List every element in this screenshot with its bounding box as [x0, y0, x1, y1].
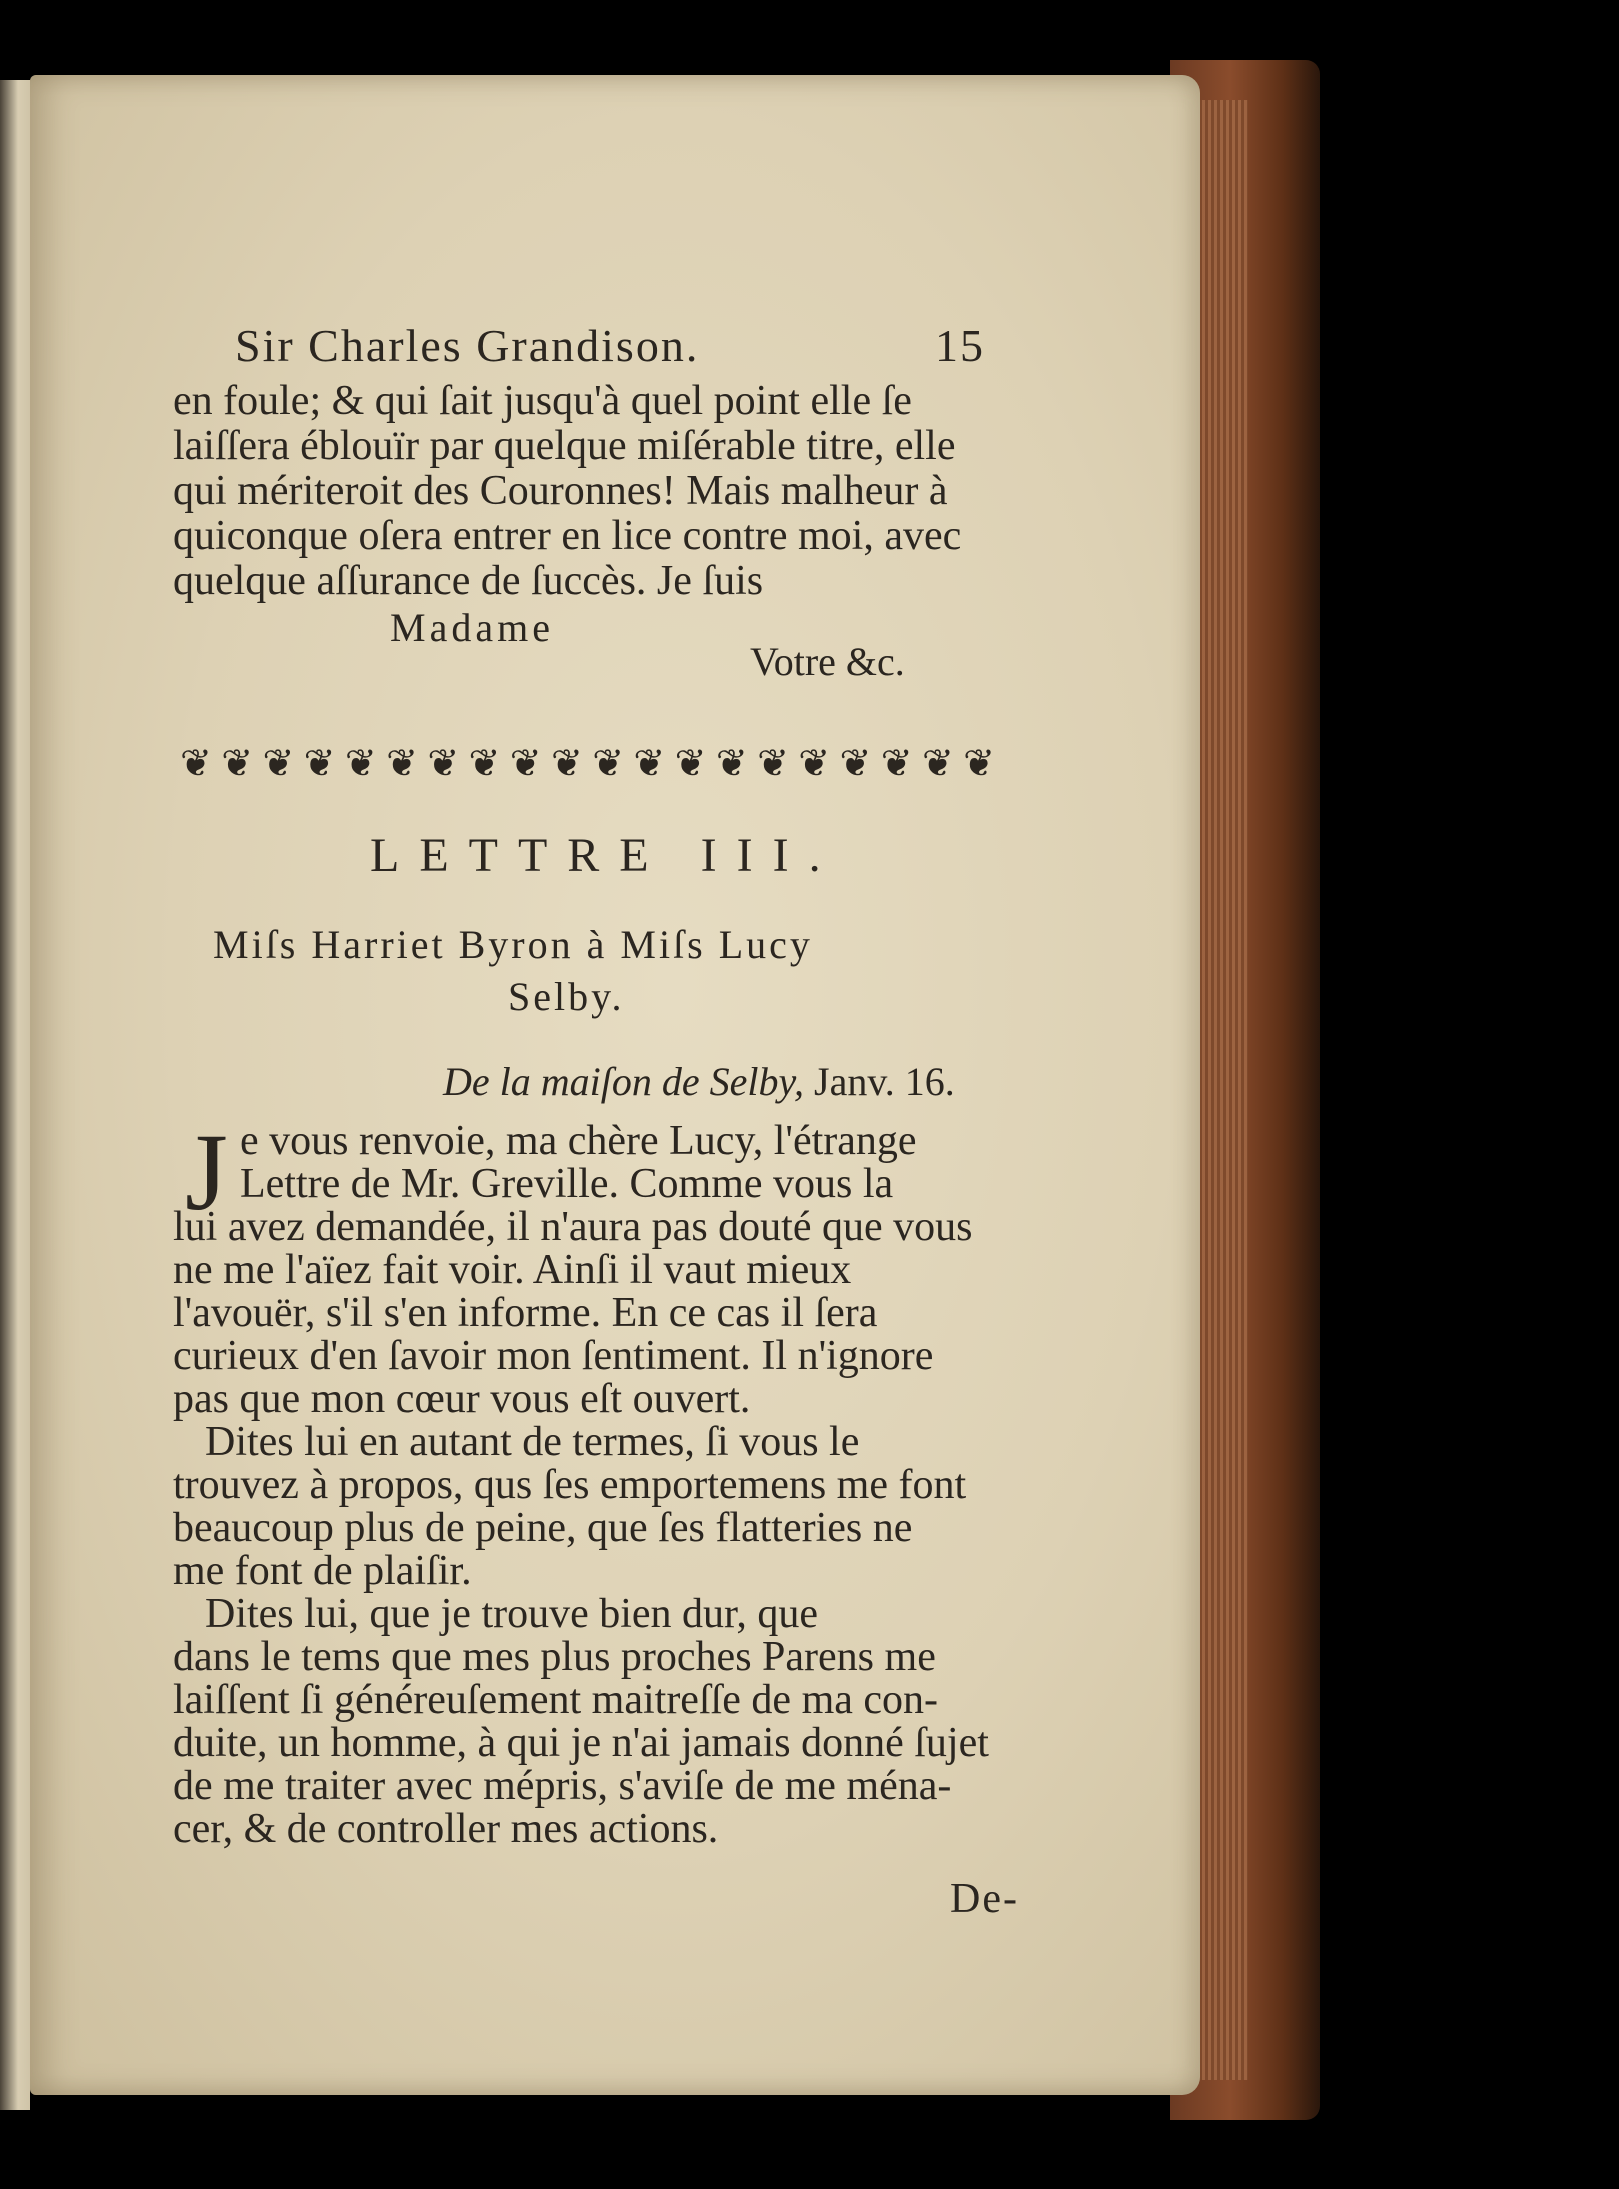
paragraph2-line: trouvez à propos, qus ſes emportemens me font	[173, 1462, 967, 1508]
continuation-line: quelque aſſurance de ſuccès. Je ſuis	[173, 558, 764, 604]
paragraph2-line: me font de plaiſir.	[173, 1548, 472, 1594]
dateline-date: Janv. 16.	[814, 1059, 955, 1104]
fleuron-icon: ❦	[550, 741, 583, 785]
page-number: 15	[935, 320, 985, 371]
paragraph1-line: Lettre de Mr. Greville. Comme vous la	[240, 1161, 894, 1207]
running-head-title: Sir Charles Grandison.	[235, 320, 700, 371]
fleuron-icon: ❦	[757, 741, 789, 785]
continuation-line: qui mériteroit des Couronnes! Mais malheur à	[173, 468, 948, 514]
fleuron-icon: ❦	[221, 741, 254, 785]
continuation-line: quiconque oſera entrer en lice contre moi, avec	[173, 513, 962, 559]
fleuron-icon: ❦	[715, 741, 748, 785]
paragraph1-line: e vous renvoie, ma chère Lucy, l'étrange	[240, 1118, 917, 1164]
paragraph2-line: beaucoup plus de peine, que ſes flatteries ne	[173, 1505, 913, 1551]
paragraph1-line: l'avouër, s'il s'en informe. En ce cas il ſera	[173, 1290, 878, 1336]
ornament-band	[180, 737, 995, 789]
paragraph1-line: curieux d'en ſavoir mon ſentiment. Il n'ignore	[173, 1333, 934, 1379]
running-head	[235, 320, 985, 371]
fleuron-icon: ❦	[592, 741, 625, 785]
previous-page-edge	[0, 80, 30, 2110]
fleuron-icon: ❦	[798, 741, 831, 785]
dateline-place: De la maiſon de Selby,	[443, 1059, 805, 1104]
fleuron-icon: ❦	[303, 741, 336, 785]
paragraph3-line: de me traiter avec mépris, s'aviſe de me ména-	[173, 1763, 952, 1809]
fleuron-icon: ❦	[386, 741, 418, 785]
fleuron-icon: ❦	[963, 741, 995, 785]
signature-closing: Votre &c.	[750, 639, 905, 684]
paragraph1-line: pas que mon cœur vous eſt ouvert.	[173, 1376, 751, 1422]
paragraph3-line: laiſſent ſi généreuſement maitreſſe de ma con-	[173, 1677, 939, 1723]
fleuron-icon: ❦	[344, 741, 377, 785]
letter-dateline	[443, 1059, 955, 1104]
signature-salutation: Madame	[390, 605, 554, 650]
paragraph1-line: ne me l'aïez fait voir. Ainſi il vaut mieux	[173, 1247, 852, 1293]
paragraph3-line: Dites lui, que je trouve bien dur, que	[205, 1591, 818, 1637]
letter-heading: LETTRE III.	[370, 829, 841, 882]
fleuron-icon: ❦	[839, 741, 872, 785]
continuation-line: laiſſera éblouïr par quelque miſérable titre, elle	[173, 423, 956, 469]
book-page	[30, 75, 1200, 2095]
continuation-line: en foule; & qui ſait jusqu'à quel point elle ſe	[173, 378, 912, 424]
paragraph2-line: Dites lui en autant de termes, ſi vous le	[205, 1419, 860, 1465]
paragraph3-line: cer, & de controller mes actions.	[173, 1806, 719, 1852]
fleuron-icon: ❦	[180, 741, 212, 785]
fleuron-icon: ❦	[427, 741, 460, 785]
letter-address-line1: Miſs Harriet Byron à Miſs Lucy	[213, 922, 813, 967]
paragraph1-line: lui avez demandée, il n'aura pas douté que vous	[173, 1204, 973, 1250]
paragraph3-line: duite, un homme, à qui je n'ai jamais donné ſujet	[173, 1720, 989, 1766]
fleuron-icon: ❦	[509, 741, 542, 785]
fleuron-icon: ❦	[921, 741, 954, 785]
paragraph3-line: dans le tems que mes plus proches Parens me	[173, 1634, 936, 1680]
fleuron-icon: ❦	[262, 741, 295, 785]
fleuron-icon: ❦	[674, 741, 707, 785]
fleuron-icon: ❦	[633, 741, 666, 785]
fleuron-icon: ❦	[880, 741, 913, 785]
drop-cap: J	[185, 1111, 228, 1233]
catchword: De-	[950, 1876, 1019, 1922]
fleuron-icon: ❦	[468, 741, 501, 785]
letter-address-line2: Selby.	[508, 974, 625, 1019]
